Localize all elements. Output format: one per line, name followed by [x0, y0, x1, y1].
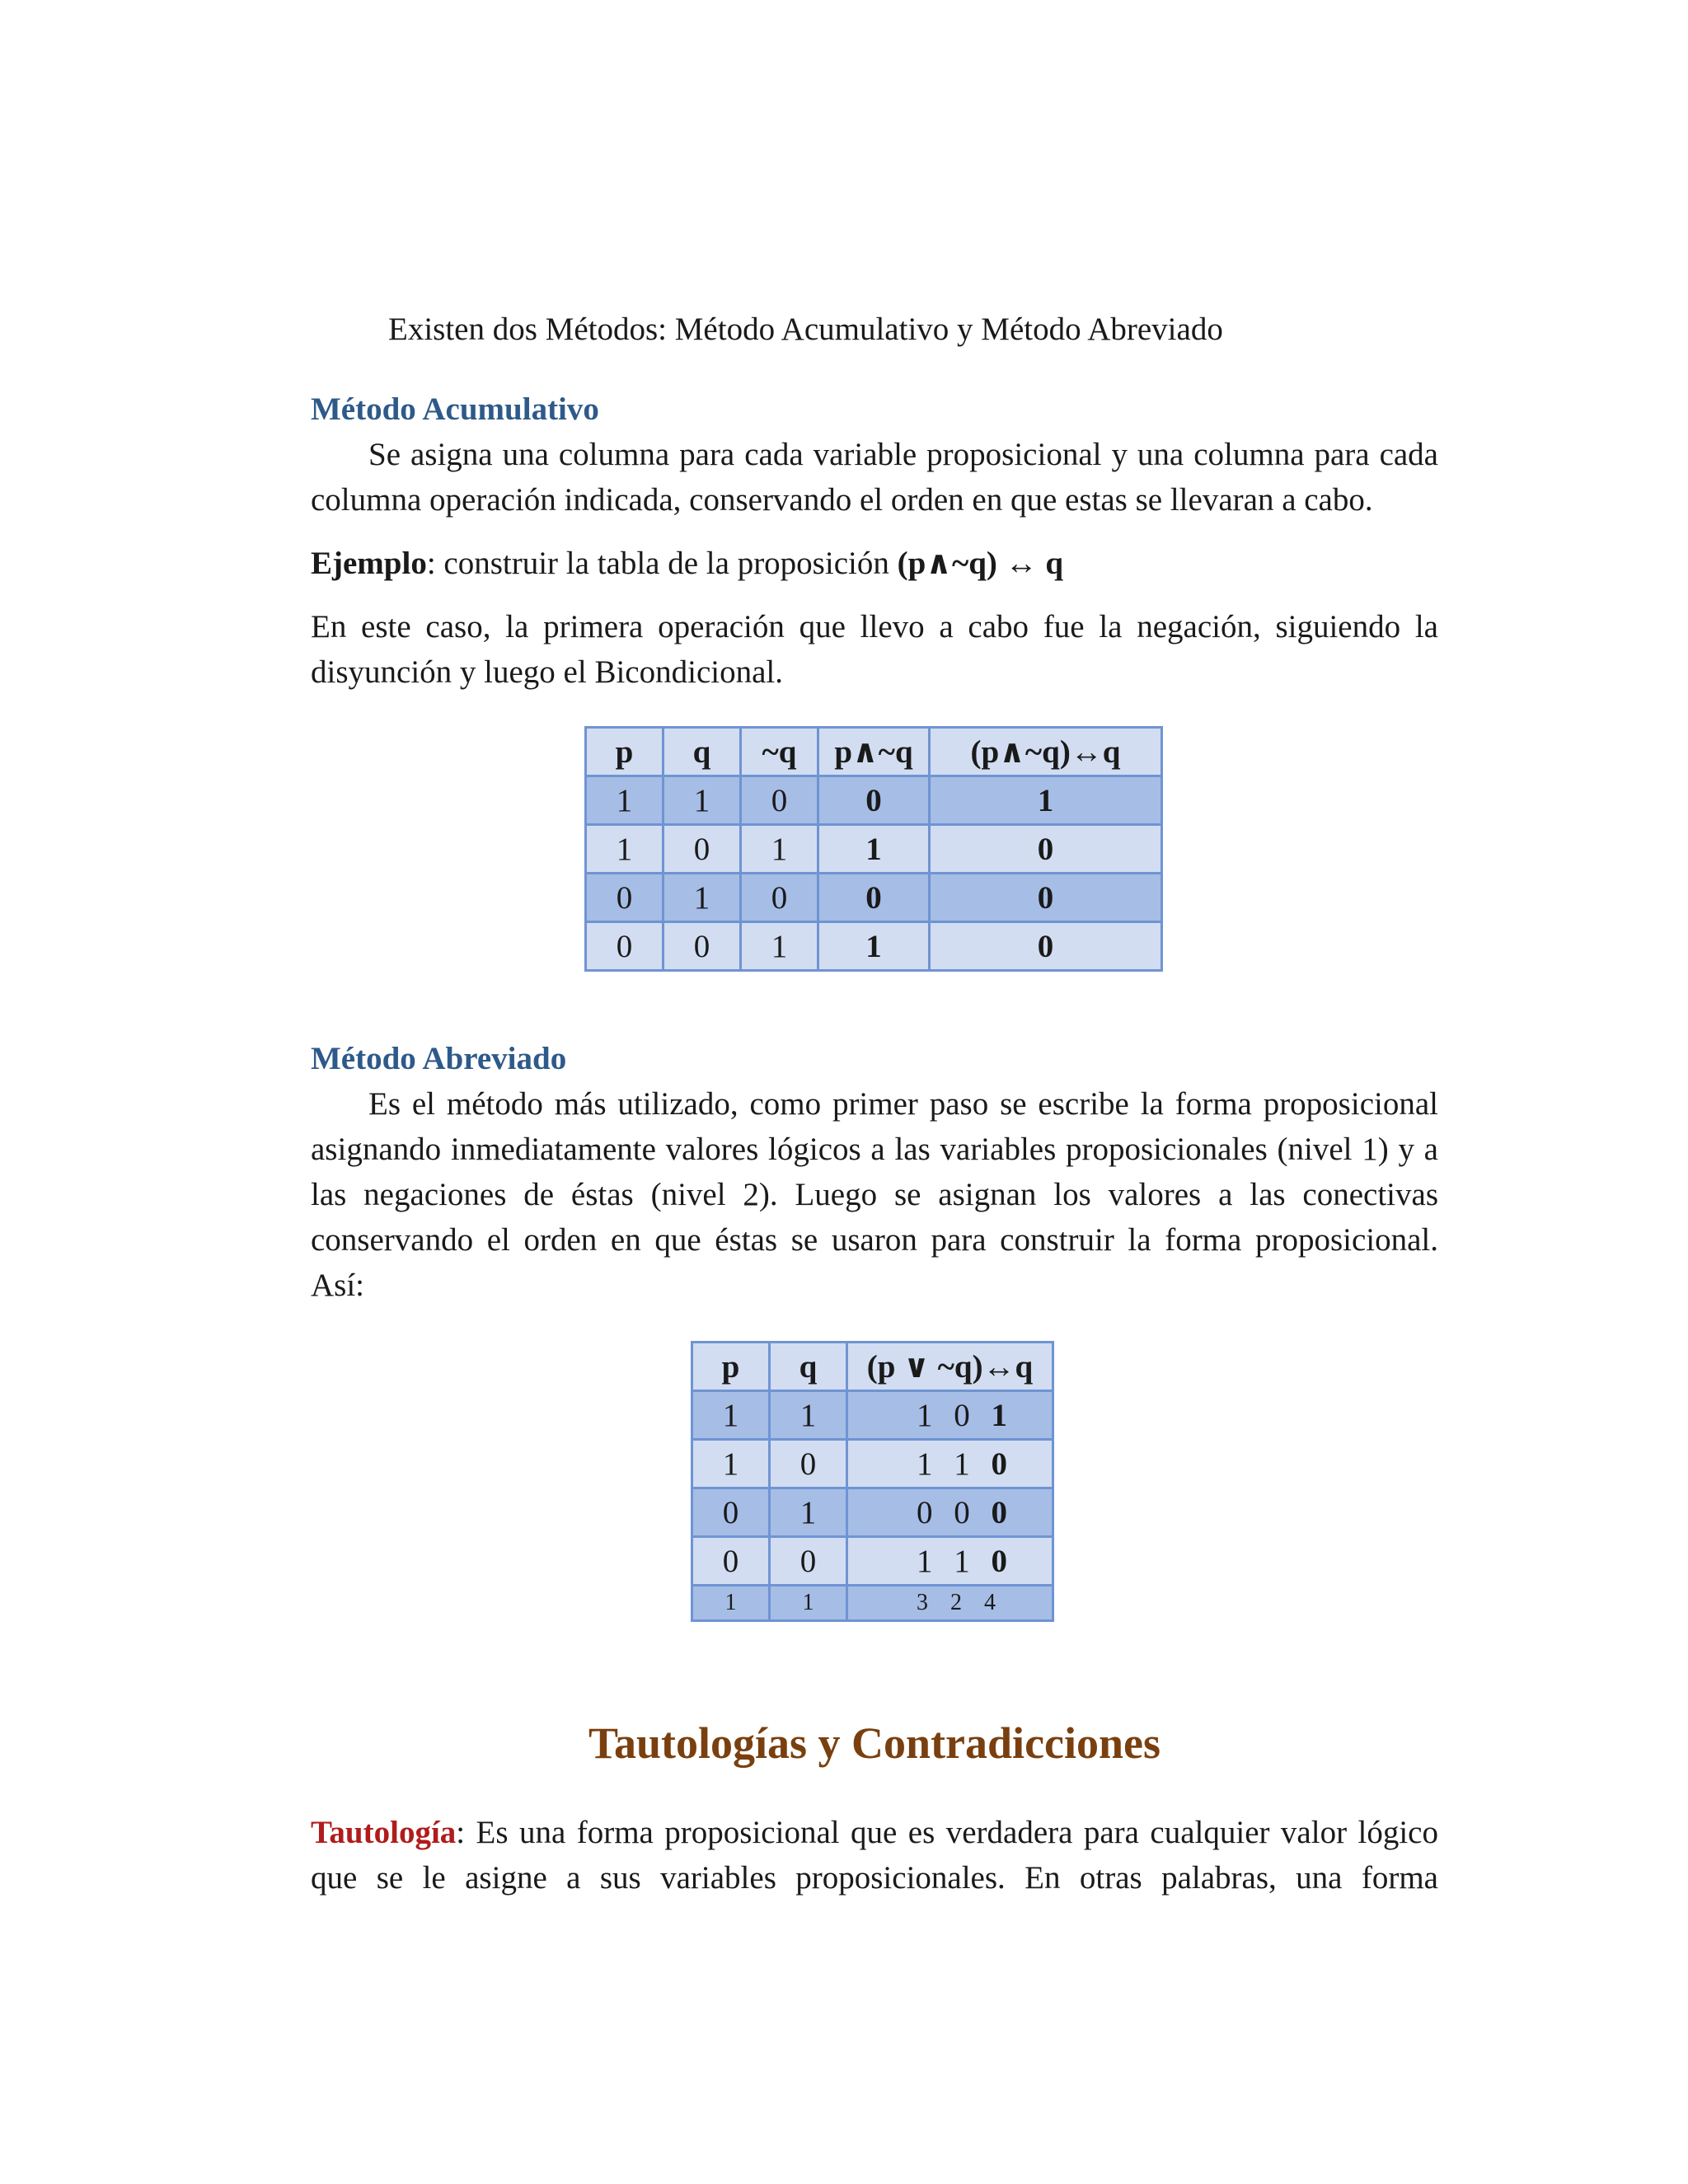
table-cell: 0 [586, 874, 663, 922]
explanation-paragraph: En este caso, la primera operación que llevo a cabo fue la negación, siguiendo la disyunción y luego el Bicondicional. [311, 609, 1438, 690]
table-cell: 1 [692, 1440, 770, 1488]
table-cell: 1 [770, 1586, 847, 1621]
table-row [692, 1537, 1053, 1586]
table-cell: 1 [586, 776, 663, 825]
table-row [692, 1488, 1053, 1537]
value: 1 [917, 1446, 933, 1482]
table-cell [847, 1391, 1053, 1440]
header-cell: p [692, 1343, 770, 1391]
truth-table-abreviado [691, 1341, 1054, 1622]
table-cell: 1 [663, 776, 741, 825]
table-cell: 1 [586, 825, 663, 874]
intro-paragraph: Existen dos Métodos: Método Acumulativo y Método Abreviado [388, 312, 1223, 347]
table-cell: 0 [692, 1488, 770, 1537]
value: 0 [954, 1397, 970, 1433]
table-cell: 1 [692, 1391, 770, 1440]
value: 1 [917, 1397, 933, 1433]
table-cell: 1 [818, 825, 930, 874]
tautologia-text: : Es una forma proposicional que es verdadera para cualquier valor lógico que se le asigne a sus variables proposicionales. En otras palabras, una forma [311, 1815, 1438, 1896]
value: 4 [984, 1590, 996, 1615]
table-cell: 0 [930, 874, 1162, 922]
header-cell: q [770, 1343, 847, 1391]
header-cell: (p∧~q)↔q [930, 728, 1162, 776]
table-cell: 0 [663, 825, 741, 874]
table-cell: 1 [663, 874, 741, 922]
example-formula: (p∧~q) ↔ q [897, 546, 1064, 581]
header-cell: p∧~q [818, 728, 930, 776]
table-row [692, 1391, 1053, 1440]
table-row [586, 776, 1162, 825]
table-cell: 1 [741, 825, 818, 874]
value: 1 [917, 1543, 933, 1579]
value: 1 [954, 1543, 970, 1579]
tautologia-term: Tautología [311, 1815, 457, 1850]
header-cell: q [663, 728, 741, 776]
table-cell: 0 [770, 1440, 847, 1488]
table-cell: 0 [586, 922, 663, 971]
table-cell: 1 [692, 1586, 770, 1621]
table-cell: 0 [770, 1537, 847, 1586]
table-cell: 0 [930, 825, 1162, 874]
value: 0 [917, 1494, 933, 1530]
table-cell: 1 [741, 922, 818, 971]
table-row [586, 922, 1162, 971]
header-cell: p [586, 728, 663, 776]
table-cell [847, 1537, 1053, 1586]
acumulativo-body [311, 432, 1438, 523]
value: 0 [991, 1494, 1007, 1530]
table-cell: 1 [770, 1391, 847, 1440]
value: 0 [954, 1494, 970, 1530]
table-row [586, 874, 1162, 922]
table-level-row [692, 1586, 1053, 1621]
value: 3 [917, 1590, 928, 1615]
table-header-row [692, 1343, 1053, 1391]
value: 0 [991, 1543, 1007, 1579]
table-cell [847, 1488, 1053, 1537]
header-cell: (p ∨ ~q)↔q [847, 1343, 1053, 1391]
value: 2 [950, 1590, 962, 1615]
header-cell: ~q [741, 728, 818, 776]
value: 1 [954, 1446, 970, 1482]
example-line [311, 541, 1438, 586]
table-cell: 0 [818, 776, 930, 825]
table-cell: 1 [818, 922, 930, 971]
example-text: : construir la tabla de la proposición [426, 546, 898, 581]
table-cell [847, 1440, 1053, 1488]
table-cell: 1 [930, 776, 1162, 825]
table-cell: 0 [930, 922, 1162, 971]
heading-metodo-abreviado: Método Abreviado [311, 1041, 567, 1076]
table-header-row [586, 728, 1162, 776]
table-row [586, 825, 1162, 874]
table-cell: 1 [770, 1488, 847, 1537]
table-cell: 0 [741, 776, 818, 825]
value: 1 [991, 1397, 1007, 1433]
table-row [692, 1440, 1053, 1488]
table-cell: 0 [818, 874, 930, 922]
value: 0 [991, 1446, 1007, 1482]
table-cell [847, 1586, 1053, 1621]
table-cell: 0 [692, 1537, 770, 1586]
abreviado-body: Es el método más utilizado, como primer paso se escribe la forma proposicional asignando inmediatamente valores lógicos a las variables proposicionales (nivel 1) y a las negaciones de éstas (nivel 2). Luego se asignan los valores a las conectivas conservando el orden en que éstas se usaron para construir la forma proposicional. [311, 1086, 1438, 1258]
page-title: Tautologías y Contradicciones [588, 1718, 1161, 1768]
table-cell: 0 [741, 874, 818, 922]
example-label: Ejemplo [311, 546, 427, 581]
page-content [311, 307, 1438, 1900]
table-cell: 0 [663, 922, 741, 971]
heading-metodo-acumulativo: Método Acumulativo [311, 391, 599, 427]
abreviado-body-end: Así: [311, 1268, 365, 1303]
truth-table-acumulativo [584, 726, 1163, 972]
tautologia-paragraph [311, 1810, 1438, 1900]
acumulativo-body-text: Se asigna una columna para cada variable proposicional y una columna para cada columna operación indicada, conservando el orden en que estas se llevaran a cabo. [311, 437, 1438, 518]
